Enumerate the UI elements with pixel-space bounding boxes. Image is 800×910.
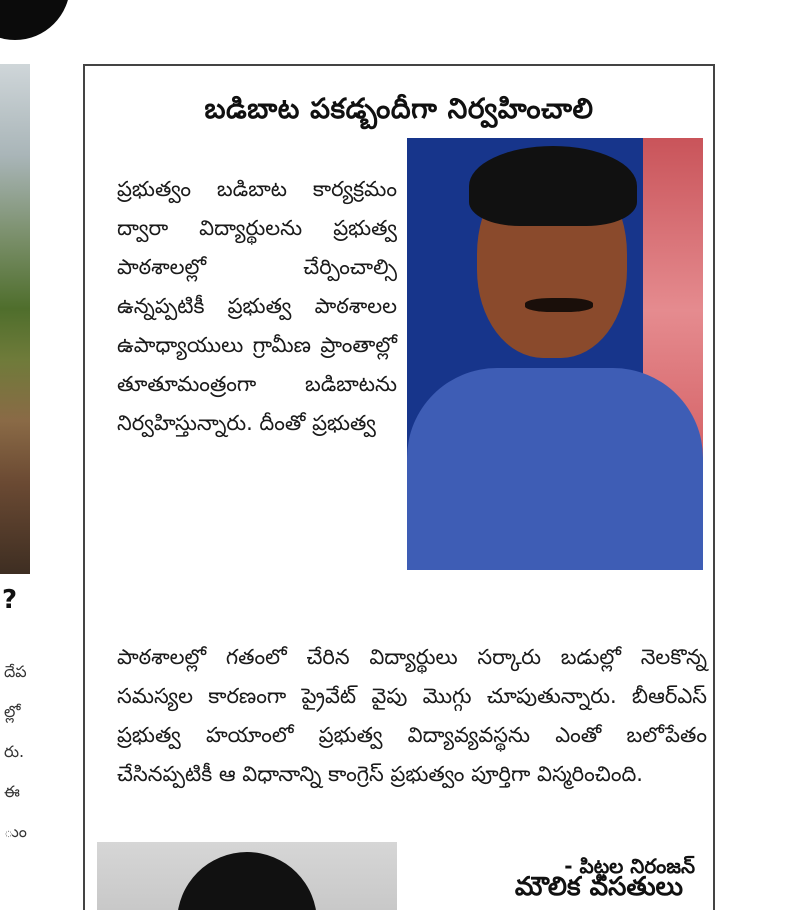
next-article-photo — [97, 842, 397, 910]
next-article-headline: మౌలిక వసతులు — [514, 872, 683, 902]
author-photo — [407, 138, 703, 570]
article-box — [83, 64, 715, 910]
adjacent-text-fragment: ుం — [4, 822, 27, 841]
next-article-photo-hair — [177, 852, 317, 910]
adjacent-text-fragment: ఈ — [4, 782, 20, 801]
adjacent-text-fragment: రు. — [4, 742, 25, 761]
article-body-column: ప్రభుత్వం బడిబాట కార్యక్రమం ద్వారా విద్యార్థులను ప్రభుత్వ పాఠశాలల్లో చేర్పించాల్సి ఉన్నప్పటికీ ప్రభుత్వ పాఠశాలల ఉపాధ్యాయులు గ్రామీణ ప్రాంతాల్లో తూతూమంత్రంగా బడిబాటను నిర్వహిస్తున్నారు. దీంతో ప్రభుత్వ — [117, 177, 397, 435]
article-body-wide: పాఠశాలల్లో గతంలో చేరిన విద్యార్థులు సర్కారు బడుల్లో నెలకొన్న సమస్యల కారణంగా ప్రైవేట్ వైపు మొగ్గు చూపుతున్నారు. బీఆర్ఎస్ ప్రభుత్వ హయాంలో ప్రభుత్వ విద్యావ్యవస్థను ఎంతో బలోపేతం చేసినప్పటికీ ఆ విధానాన్ని కాంగ్రెస్ ప్రభుత్వం పూర్తిగా విస్మరించింది. — [117, 645, 707, 786]
photo-hair — [469, 146, 637, 226]
article-headline: బడిబాట పకడ్బందీగా నిర్వహించాలి — [204, 92, 594, 125]
photo-mustache — [525, 298, 593, 312]
adjacent-photo — [0, 64, 30, 574]
photo-shirt — [407, 368, 703, 570]
adjacent-headline-fragment: ? — [2, 585, 18, 615]
adjacent-text-fragment: ల్లో — [4, 702, 21, 721]
article-author: - పిట్టల నిరంజన్ — [564, 854, 695, 878]
decorative-circle — [0, 0, 70, 40]
adjacent-text-fragment: దేప — [4, 662, 27, 681]
